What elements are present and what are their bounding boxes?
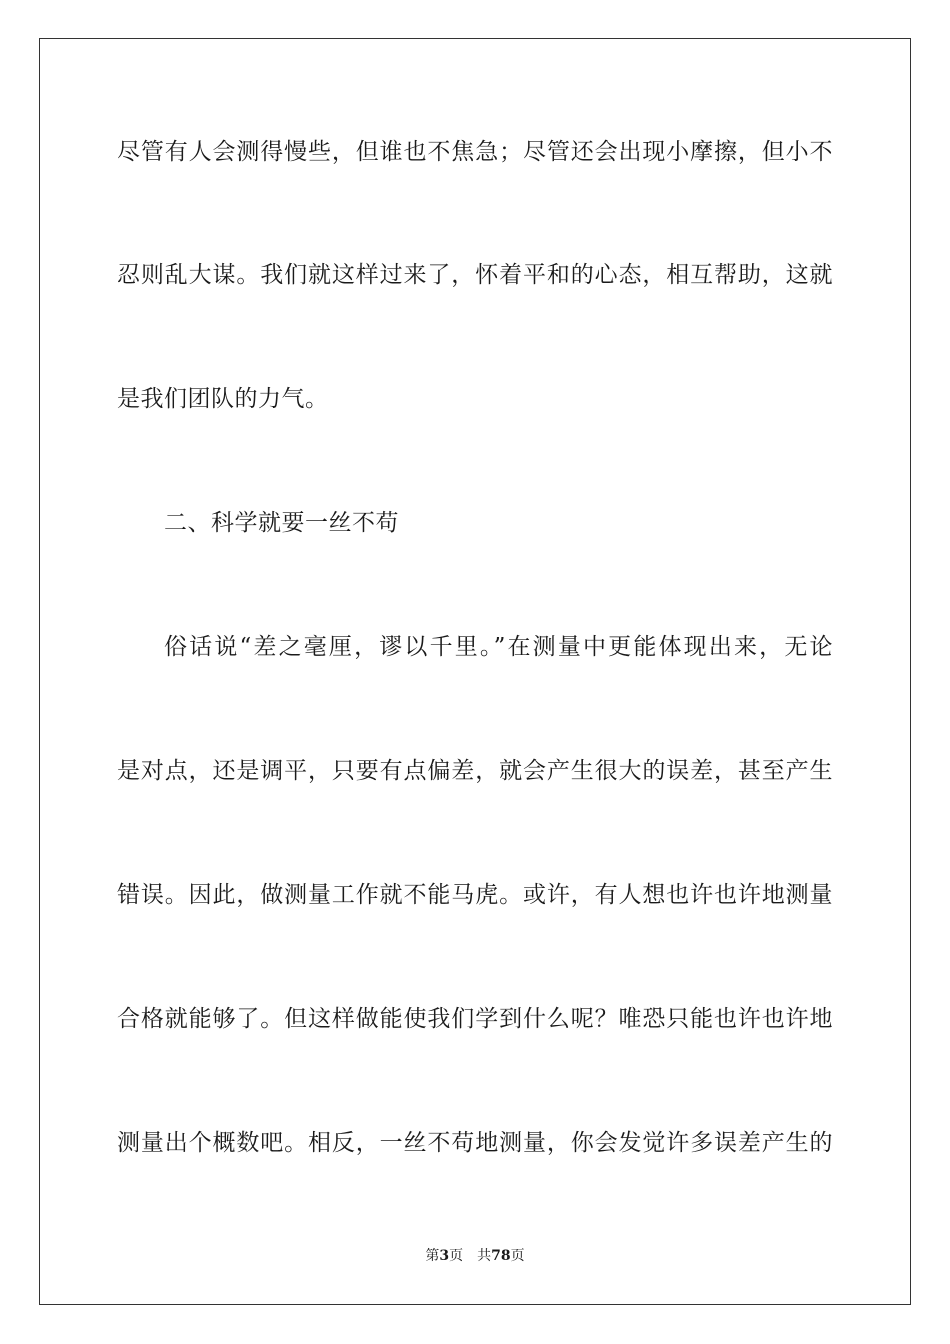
page-prefix: 第: [425, 1248, 440, 1264]
page-border: [39, 38, 911, 1305]
text-line: 错误。因此，做测量工作就不能马虎。或许，有人想也许也许地测量: [117, 882, 833, 908]
section-heading: 二、科学就要一丝不苟: [164, 510, 399, 536]
text-line: 俗话说“差之毫厘，谬以千里。”在测量中更能体现出来，无论: [164, 634, 833, 660]
page-number: 3: [439, 1248, 450, 1264]
text-line: 尽管有人会测得慢些，但谁也不焦急；尽管还会出现小摩擦，但小不: [117, 139, 833, 165]
page-footer: [0, 1247, 950, 1265]
page-suffix: 页: [449, 1248, 464, 1264]
text-line: 是对点，还是调平，只要有点偏差，就会产生很大的误差，甚至产生: [117, 758, 833, 784]
total-prefix: 共: [477, 1248, 492, 1264]
text-line: 忍则乱大谋。我们就这样过来了，怀着平和的心态，相互帮助，这就: [117, 262, 833, 288]
text-line: 合格就能够了。但这样做能使我们学到什么呢？唯恐只能也许也许地: [117, 1006, 833, 1032]
total-pages: 78: [491, 1248, 511, 1264]
text-line: 测量出个概数吧。相反，一丝不苟地测量，你会发觉许多误差产生的: [117, 1130, 833, 1156]
text-line: 是我们团队的力气。: [117, 386, 329, 412]
total-suffix: 页: [510, 1248, 525, 1264]
